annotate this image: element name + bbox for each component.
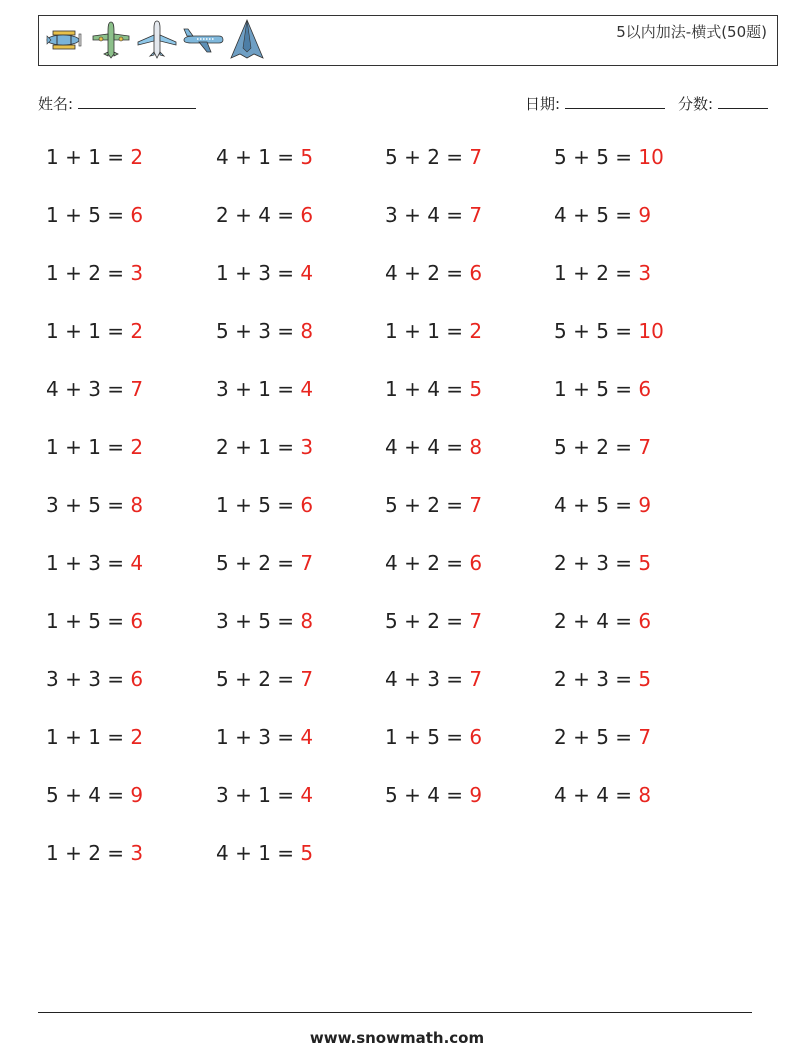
problem-item bbox=[385, 435, 482, 459]
problem-answer: 8 bbox=[300, 609, 314, 633]
problem-item bbox=[216, 261, 313, 285]
score-field bbox=[678, 93, 768, 114]
problem-answer: 6 bbox=[638, 609, 652, 633]
problem-question: 4 + 1 = bbox=[216, 145, 301, 169]
footer-url: www.snowmath.com bbox=[309, 1029, 485, 1047]
problem-item bbox=[554, 145, 664, 169]
problem-item bbox=[554, 725, 651, 749]
problem-answer: 9 bbox=[638, 203, 652, 227]
problem-item bbox=[385, 609, 482, 633]
jet-plane-icon bbox=[181, 18, 225, 62]
problem-answer: 3 bbox=[130, 261, 144, 285]
problem-answer: 8 bbox=[638, 783, 652, 807]
problem-answer: 8 bbox=[130, 493, 144, 517]
worksheet-title: 5以内加法-横式(50题) bbox=[616, 23, 767, 41]
problem-answer: 4 bbox=[300, 783, 314, 807]
problem-answer: 7 bbox=[469, 203, 483, 227]
problem-answer: 7 bbox=[300, 667, 314, 691]
problem-item bbox=[385, 493, 482, 517]
problem-answer: 2 bbox=[130, 725, 144, 749]
problem-item bbox=[216, 609, 313, 633]
problem-answer: 4 bbox=[300, 725, 314, 749]
problem-answer: 5 bbox=[469, 377, 483, 401]
problem-item bbox=[554, 667, 651, 691]
score-blank[interactable] bbox=[718, 94, 768, 109]
problem-answer: 7 bbox=[638, 725, 652, 749]
problem-item bbox=[385, 725, 482, 749]
problem-answer: 6 bbox=[300, 203, 314, 227]
problem-item bbox=[46, 783, 143, 807]
problem-answer: 3 bbox=[300, 435, 314, 459]
problem-item bbox=[46, 377, 143, 401]
problem-question: 3 + 5 = bbox=[216, 609, 301, 633]
problem-item bbox=[216, 145, 313, 169]
problem-question: 2 + 1 = bbox=[216, 435, 301, 459]
problem-answer: 6 bbox=[638, 377, 652, 401]
problem-answer: 9 bbox=[469, 783, 483, 807]
problem-question: 1 + 5 = bbox=[554, 377, 639, 401]
problem-answer: 6 bbox=[300, 493, 314, 517]
problem-item bbox=[216, 841, 313, 865]
problem-question: 5 + 5 = bbox=[554, 145, 639, 169]
problem-answer: 6 bbox=[469, 725, 483, 749]
problem-question: 5 + 2 = bbox=[216, 551, 301, 575]
problem-item bbox=[216, 783, 313, 807]
problem-question: 4 + 2 = bbox=[385, 551, 470, 575]
problem-item bbox=[385, 377, 482, 401]
problem-question: 5 + 4 = bbox=[46, 783, 131, 807]
problem-answer: 8 bbox=[300, 319, 314, 343]
problem-answer: 4 bbox=[300, 377, 314, 401]
problem-question: 4 + 1 = bbox=[216, 841, 301, 865]
problem-question: 2 + 3 = bbox=[554, 551, 639, 575]
problem-question: 3 + 1 = bbox=[216, 783, 301, 807]
name-label: 姓名: bbox=[38, 95, 74, 113]
problem-answer: 5 bbox=[638, 551, 652, 575]
problem-question: 1 + 3 = bbox=[216, 261, 301, 285]
problem-answer: 2 bbox=[130, 319, 144, 343]
problem-item bbox=[554, 319, 664, 343]
problem-item bbox=[554, 203, 651, 227]
problem-question: 5 + 3 = bbox=[216, 319, 301, 343]
problem-item bbox=[46, 551, 143, 575]
biplane-icon bbox=[43, 18, 87, 62]
problem-item bbox=[46, 261, 143, 285]
problem-question: 1 + 3 = bbox=[46, 551, 131, 575]
problem-answer: 2 bbox=[130, 435, 144, 459]
problem-question: 4 + 2 = bbox=[385, 261, 470, 285]
problem-answer: 8 bbox=[469, 435, 483, 459]
problem-answer: 10 bbox=[638, 319, 664, 343]
problem-answer: 7 bbox=[130, 377, 144, 401]
problem-answer: 5 bbox=[638, 667, 652, 691]
problem-item bbox=[46, 667, 143, 691]
problem-item bbox=[385, 783, 482, 807]
problem-question: 5 + 5 = bbox=[554, 319, 639, 343]
problem-answer: 6 bbox=[130, 667, 144, 691]
problem-question: 5 + 2 = bbox=[216, 667, 301, 691]
problem-item bbox=[46, 609, 143, 633]
problem-item bbox=[554, 261, 651, 285]
propeller-plane-icon bbox=[89, 18, 133, 62]
problem-item bbox=[216, 551, 313, 575]
problem-item bbox=[216, 435, 313, 459]
problem-question: 2 + 4 = bbox=[554, 609, 639, 633]
problem-question: 2 + 4 = bbox=[216, 203, 301, 227]
problem-item bbox=[554, 783, 651, 807]
problem-question: 3 + 3 = bbox=[46, 667, 131, 691]
problem-answer: 6 bbox=[130, 203, 144, 227]
problem-question: 5 + 2 = bbox=[554, 435, 639, 459]
problem-item bbox=[554, 551, 651, 575]
name-blank[interactable] bbox=[78, 94, 196, 109]
footer-divider bbox=[38, 1012, 752, 1013]
problem-answer: 7 bbox=[469, 667, 483, 691]
problem-answer: 10 bbox=[638, 145, 664, 169]
problem-question: 1 + 1 = bbox=[46, 435, 131, 459]
problem-answer: 7 bbox=[300, 551, 314, 575]
problem-question: 1 + 1 = bbox=[46, 145, 131, 169]
problem-question: 5 + 2 = bbox=[385, 609, 470, 633]
problem-item bbox=[385, 551, 482, 575]
problem-question: 1 + 1 = bbox=[46, 319, 131, 343]
problem-item bbox=[46, 841, 143, 865]
problem-question: 1 + 2 = bbox=[46, 261, 131, 285]
date-label: 日期: bbox=[525, 95, 561, 113]
problem-item bbox=[46, 203, 143, 227]
problem-item bbox=[554, 377, 651, 401]
problem-answer: 4 bbox=[130, 551, 144, 575]
problem-question: 5 + 2 = bbox=[385, 493, 470, 517]
problem-question: 3 + 4 = bbox=[385, 203, 470, 227]
problem-answer: 3 bbox=[130, 841, 144, 865]
problem-answer: 5 bbox=[300, 145, 314, 169]
problem-answer: 6 bbox=[469, 551, 483, 575]
problem-answer: 9 bbox=[638, 493, 652, 517]
problem-item bbox=[385, 203, 482, 227]
problem-item bbox=[216, 493, 313, 517]
problem-question: 1 + 5 = bbox=[385, 725, 470, 749]
score-label: 分数: bbox=[678, 95, 714, 113]
problem-answer: 4 bbox=[300, 261, 314, 285]
problem-item bbox=[46, 493, 143, 517]
problem-question: 4 + 3 = bbox=[385, 667, 470, 691]
problem-answer: 7 bbox=[469, 493, 483, 517]
problem-item bbox=[216, 667, 313, 691]
worksheet-header bbox=[38, 15, 778, 66]
problem-question: 1 + 5 = bbox=[46, 203, 131, 227]
problem-item bbox=[46, 319, 143, 343]
problem-question: 3 + 1 = bbox=[216, 377, 301, 401]
problem-item bbox=[216, 319, 313, 343]
problem-question: 2 + 3 = bbox=[554, 667, 639, 691]
problem-question: 4 + 5 = bbox=[554, 203, 639, 227]
problem-question: 3 + 5 = bbox=[46, 493, 131, 517]
problem-question: 1 + 1 = bbox=[385, 319, 470, 343]
problem-answer: 7 bbox=[469, 145, 483, 169]
problem-item bbox=[46, 145, 143, 169]
problem-question: 1 + 4 = bbox=[385, 377, 470, 401]
problem-item bbox=[46, 435, 143, 459]
problem-question: 4 + 5 = bbox=[554, 493, 639, 517]
problem-question: 4 + 4 = bbox=[385, 435, 470, 459]
problem-answer: 2 bbox=[130, 145, 144, 169]
problem-item bbox=[554, 493, 651, 517]
problem-item bbox=[216, 203, 313, 227]
problem-item bbox=[385, 145, 482, 169]
problem-question: 1 + 5 = bbox=[46, 609, 131, 633]
problem-question: 2 + 5 = bbox=[554, 725, 639, 749]
problem-answer: 7 bbox=[469, 609, 483, 633]
problem-item bbox=[385, 319, 482, 343]
problem-item bbox=[385, 261, 482, 285]
problem-question: 1 + 5 = bbox=[216, 493, 301, 517]
problem-question: 5 + 2 = bbox=[385, 145, 470, 169]
problem-item bbox=[385, 667, 482, 691]
problem-question: 4 + 3 = bbox=[46, 377, 131, 401]
problem-question: 1 + 2 = bbox=[554, 261, 639, 285]
problem-item bbox=[46, 725, 143, 749]
problem-answer: 3 bbox=[638, 261, 652, 285]
problem-answer: 2 bbox=[469, 319, 483, 343]
stealth-jet-icon bbox=[227, 18, 267, 62]
problem-question: 5 + 4 = bbox=[385, 783, 470, 807]
problem-question: 1 + 3 = bbox=[216, 725, 301, 749]
problem-item bbox=[554, 609, 651, 633]
problem-answer: 9 bbox=[130, 783, 144, 807]
problem-question: 1 + 1 = bbox=[46, 725, 131, 749]
name-field bbox=[38, 93, 196, 114]
problem-question: 4 + 4 = bbox=[554, 783, 639, 807]
problem-question: 1 + 2 = bbox=[46, 841, 131, 865]
date-blank[interactable] bbox=[565, 94, 665, 109]
problem-item bbox=[554, 435, 651, 459]
problem-answer: 6 bbox=[130, 609, 144, 633]
problem-item bbox=[216, 725, 313, 749]
problem-answer: 5 bbox=[300, 841, 314, 865]
date-field bbox=[525, 93, 665, 114]
problem-answer: 6 bbox=[469, 261, 483, 285]
airliner-icon bbox=[135, 18, 179, 62]
problem-item bbox=[216, 377, 313, 401]
problem-answer: 7 bbox=[638, 435, 652, 459]
airplane-icons bbox=[43, 18, 267, 62]
